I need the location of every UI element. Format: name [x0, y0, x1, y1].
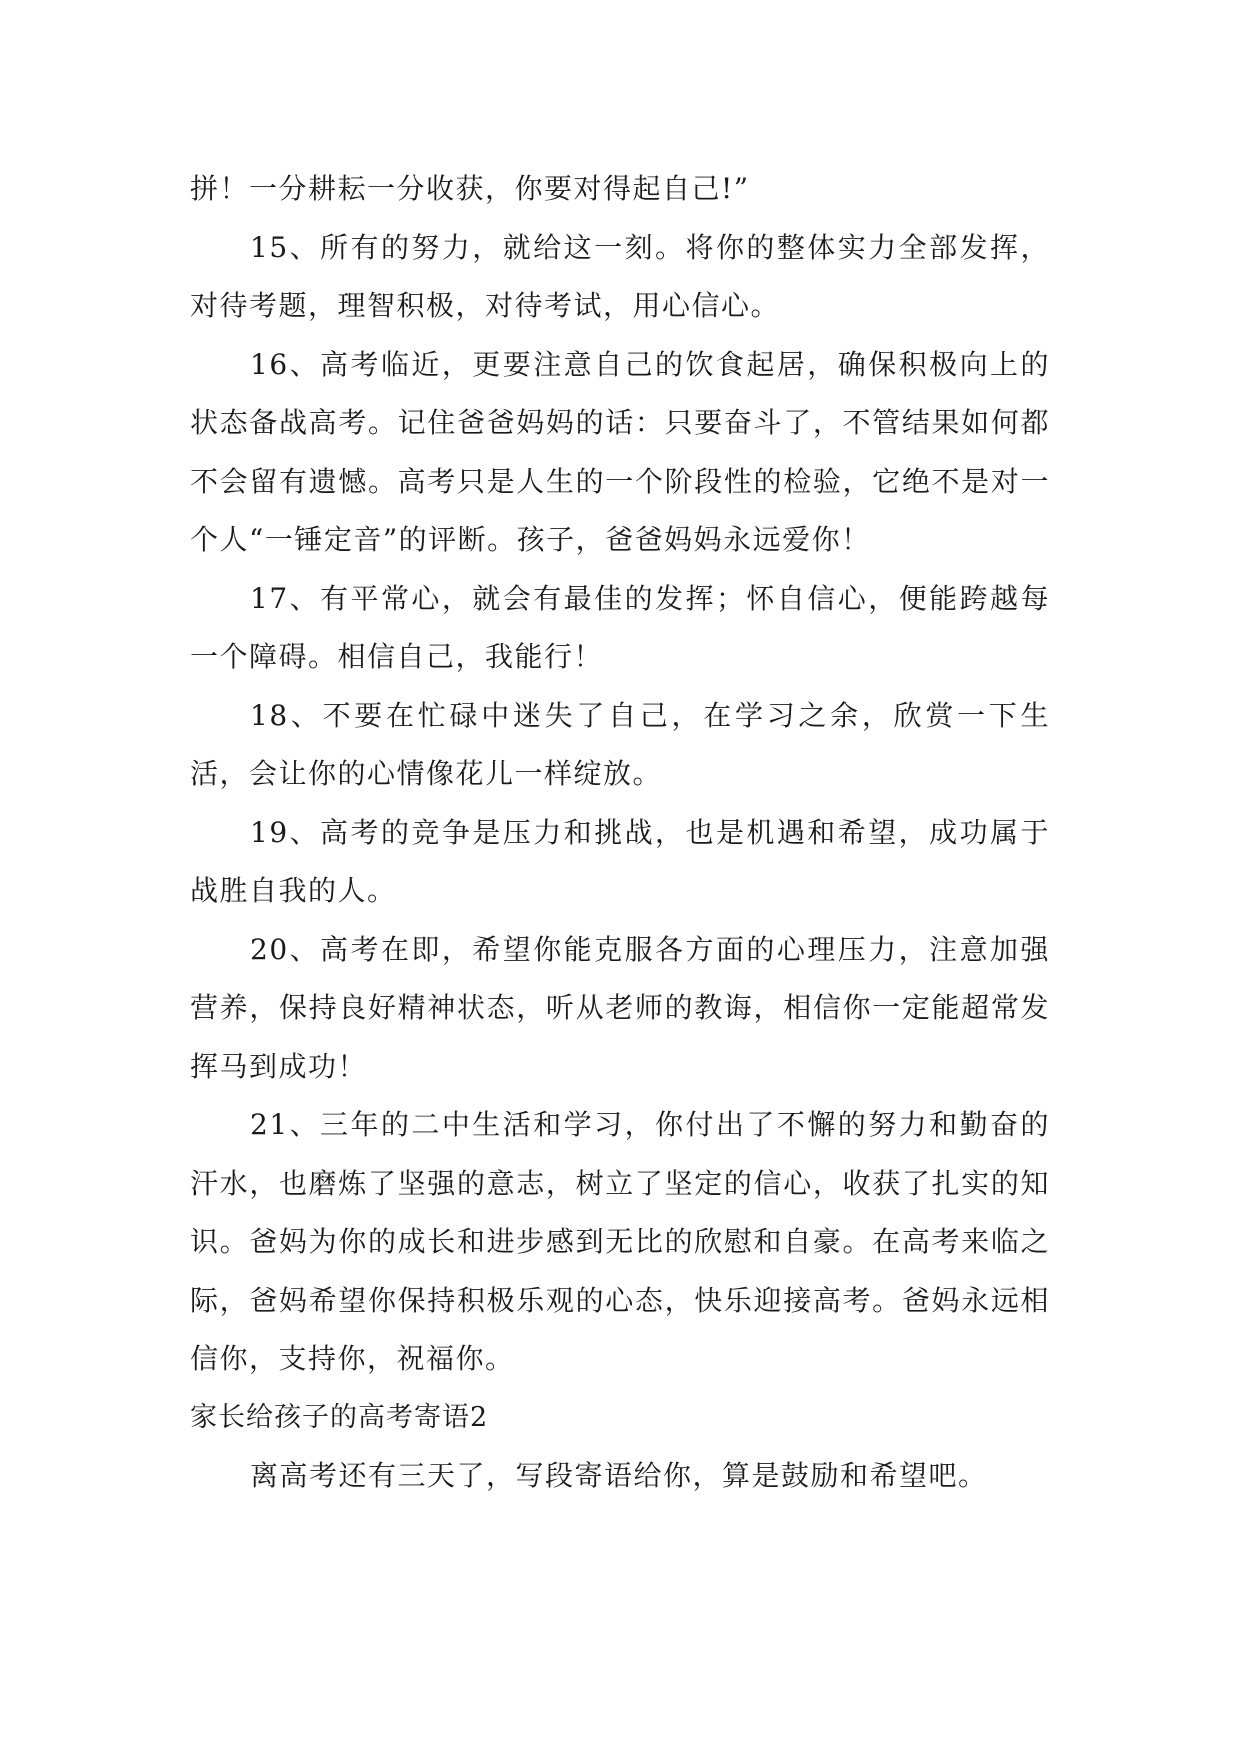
- paragraph-item-19: 19、高考的竞争是压力和挑战，也是机遇和希望，成功属于战胜自我的人。: [190, 815, 1050, 907]
- paragraph-item-21: 21、三年的二中生活和学习，你付出了不懈的努力和勤奋的汗水，也磨炼了坚强的意志，树立了坚定的信心，收获了扎实的知识。爸妈为你的成长和进步感到无比的欣慰和自豪。在高考来临之际，爸妈希望你保持积极乐观的心态，快乐迎接高考。爸妈永远相信你，支持你，祝福你。: [190, 1108, 1050, 1375]
- paragraph-item-17: 17、有平常心，就会有最佳的发挥；怀自信心，便能跨越每一个障碍。相信自己，我能行！: [190, 581, 1050, 673]
- document-body: [190, 160, 1050, 1506]
- paragraph-intro: 离高考还有三天了，写段寄语给你，算是鼓励和希望吧。: [250, 1459, 988, 1492]
- paragraph-item-15: 15、所有的努力，就给这一刻。将你的整体实力全部发挥，对待考题，理智积极，对待考试，用心信心。: [190, 230, 1050, 322]
- paragraph-item-18: 18、不要在忙碌中迷失了自己，在学习之余，欣赏一下生活，会让你的心情像花儿一样绽放。: [190, 698, 1050, 790]
- paragraph-item-16: 16、高考临近，更要注意自己的饮食起居，确保积极向上的状态备战高考。记住爸爸妈妈的话：只要奋斗了，不管结果如何都不会留有遗憾。高考只是人生的一个阶段性的检验，它绝不是对一个人“一锤定音”的评断。孩子，爸爸妈妈永远爱你！: [190, 347, 1050, 556]
- paragraph-item-20: 20、高考在即，希望你能克服各方面的心理压力，注意加强营养，保持良好精神状态，听从老师的教诲，相信你一定能超常发挥马到成功！: [190, 932, 1050, 1083]
- section-heading: 家长给孩子的高考寄语2: [190, 1401, 489, 1433]
- paragraph-continuation: 拼！一分耕耘一分收获，你要对得起自己!”: [190, 172, 750, 205]
